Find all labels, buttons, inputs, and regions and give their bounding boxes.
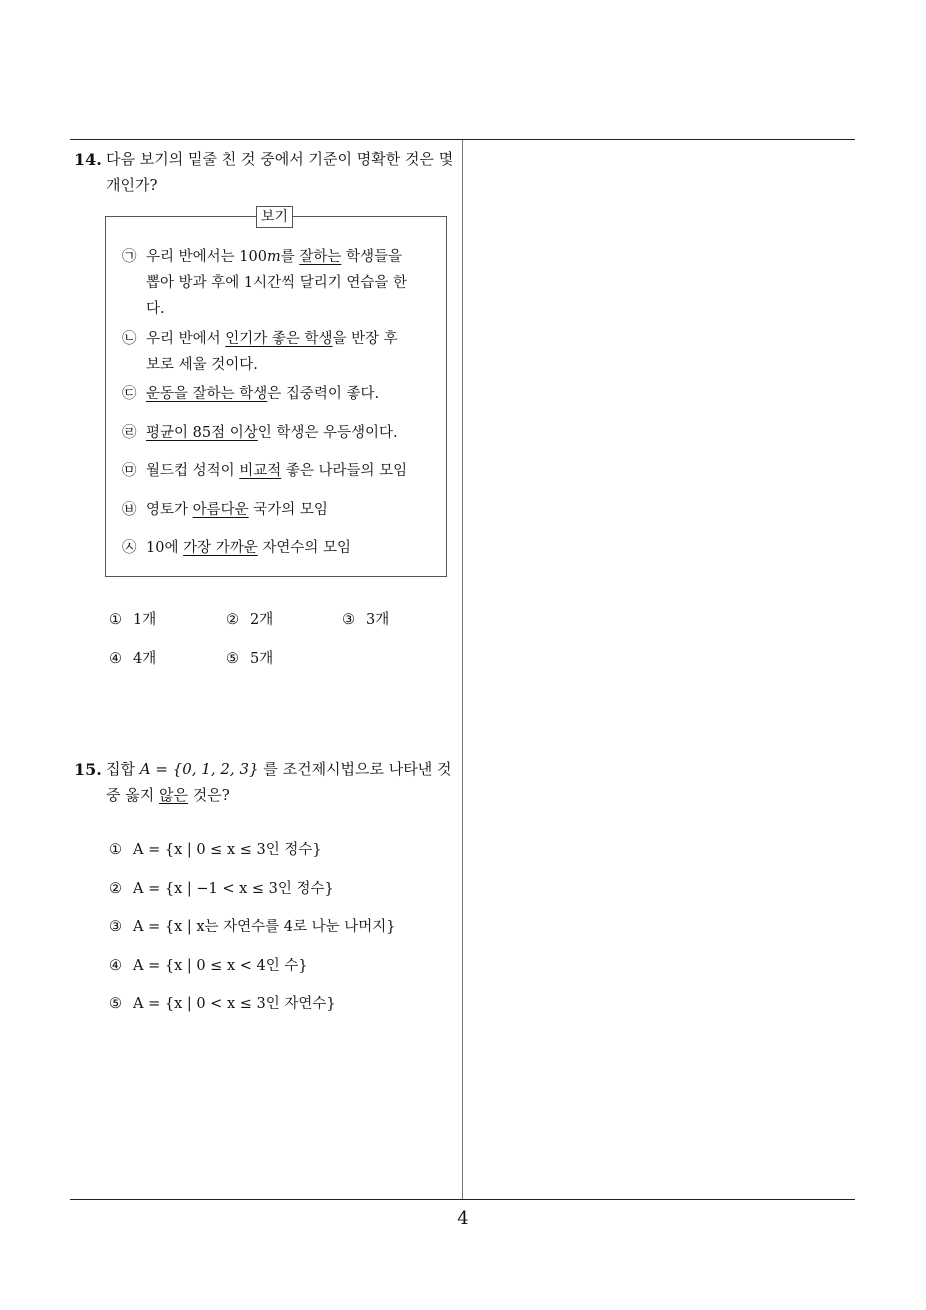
bogi-item-4 [122, 420, 398, 446]
item-line2: 뽑아 방과 후에 1시간씩 달리기 연습을 한 [146, 275, 407, 291]
item-mark: ㉢ [122, 386, 137, 402]
item-underlined: 잘하는 [299, 249, 342, 265]
item-text: 우리 반에서 [146, 331, 226, 347]
bogi-item-1 [122, 244, 407, 322]
item-underlined: 가장 가까운 [183, 540, 258, 556]
item-mark: ㉦ [122, 540, 137, 556]
q15-set-math: A = {0, 1, 2, 3} [139, 760, 259, 778]
option-mark: ⑤ [109, 996, 122, 1012]
option-mark: ① [109, 842, 122, 858]
option-mark: ② [109, 881, 122, 897]
bogi-item-5 [122, 458, 407, 484]
bottom-rule [70, 1199, 855, 1200]
item-text: 월드컵 성적이 [146, 463, 240, 479]
choice-text: 3개 [366, 612, 390, 628]
choice-mark: ④ [109, 651, 122, 667]
choice-text: 2개 [250, 612, 274, 628]
q15-option-1[interactable] [109, 838, 322, 859]
item-text: 우리 반에서는 100 [146, 249, 267, 265]
item-text: 인 학생은 우등생이다. [257, 425, 398, 441]
item-underlined: 비교적 [239, 463, 282, 479]
q14-choice-5[interactable] [226, 647, 273, 668]
page-number: 4 [457, 1208, 469, 1229]
item-mark: ㉥ [122, 502, 137, 518]
item-mark: ㉣ [122, 425, 137, 441]
q15-option-5[interactable] [109, 992, 336, 1013]
item-mark: ㉤ [122, 463, 137, 479]
choice-mark: ② [226, 612, 239, 628]
item-text: 10에 [146, 540, 184, 556]
q15-line1-rest: 를 조건제시법으로 나타낸 것 [258, 760, 452, 778]
item-text: 영토가 [146, 502, 193, 518]
bogi-item-7 [122, 535, 351, 561]
item-text: 국가의 모임 [248, 502, 328, 518]
item-text: 은 집중력이 좋다. [267, 386, 380, 402]
item-mark: ㉡ [122, 331, 137, 347]
item-underlined: 인기가 좋은 학생 [225, 331, 333, 347]
q15-line1: 집합 [106, 760, 140, 778]
q14-text [106, 146, 453, 198]
item-underlined: 아름다운 [192, 502, 249, 518]
option-text: A = {x | −1 < x ≤ 3인 정수} [133, 881, 334, 897]
choice-text: 4개 [133, 651, 157, 667]
item-line3: 다. [146, 301, 165, 317]
q14-number: 14. [74, 150, 102, 169]
item-text: 를 [280, 249, 300, 265]
choice-text: 5개 [250, 651, 274, 667]
column-divider [462, 140, 463, 1200]
choice-text: 1개 [133, 612, 157, 628]
q15-option-3[interactable] [109, 915, 396, 936]
bogi-item-3 [122, 381, 379, 407]
item-unit: m [266, 249, 281, 265]
q15-option-4[interactable] [109, 954, 308, 975]
bogi-item-2 [122, 326, 398, 378]
item-text: 학생들을 [341, 249, 402, 265]
q14-choice-1[interactable] [109, 608, 156, 629]
item-underlined: 평균이 85점 이상 [146, 425, 258, 441]
q15-underlined: 않은 [159, 786, 188, 804]
q14-choice-2[interactable] [226, 608, 273, 629]
choice-mark: ⑤ [226, 651, 239, 667]
q14-choice-3[interactable] [342, 608, 389, 629]
q15-number: 15. [74, 760, 102, 779]
q15-text [106, 756, 452, 808]
option-text: A = {x | 0 < x ≤ 3인 자연수} [133, 996, 336, 1012]
q14-choice-4[interactable] [109, 647, 156, 668]
choice-mark: ③ [342, 612, 355, 628]
option-mark: ④ [109, 958, 122, 974]
item-text: 좋은 나라들의 모임 [281, 463, 408, 479]
bogi-item-6 [122, 497, 328, 523]
bogi-title: 보기 [256, 206, 293, 228]
option-mark: ③ [109, 919, 122, 935]
q15-option-2[interactable] [109, 877, 334, 898]
q14-line2: 개인가? [106, 176, 158, 194]
option-text: A = {x | x는 자연수를 4로 나눈 나머지} [133, 919, 396, 935]
option-text: A = {x | 0 ≤ x < 4인 수} [133, 958, 308, 974]
q15-line2: 중 옳지 [106, 786, 160, 804]
option-text: A = {x | 0 ≤ x ≤ 3인 정수} [133, 842, 322, 858]
item-underlined: 운동을 잘하는 학생 [146, 386, 268, 402]
q14-line1: 다음 보기의 밑줄 친 것 중에서 기준이 명확한 것은 몇 [106, 150, 454, 168]
item-text: 자연수의 모임 [257, 540, 351, 556]
item-mark: ㉠ [122, 249, 137, 265]
item-line2: 보로 세울 것이다. [146, 357, 258, 373]
q15-line2-rest: 것은? [188, 786, 230, 804]
item-text: 을 반장 후 [332, 331, 398, 347]
choice-mark: ① [109, 612, 122, 628]
